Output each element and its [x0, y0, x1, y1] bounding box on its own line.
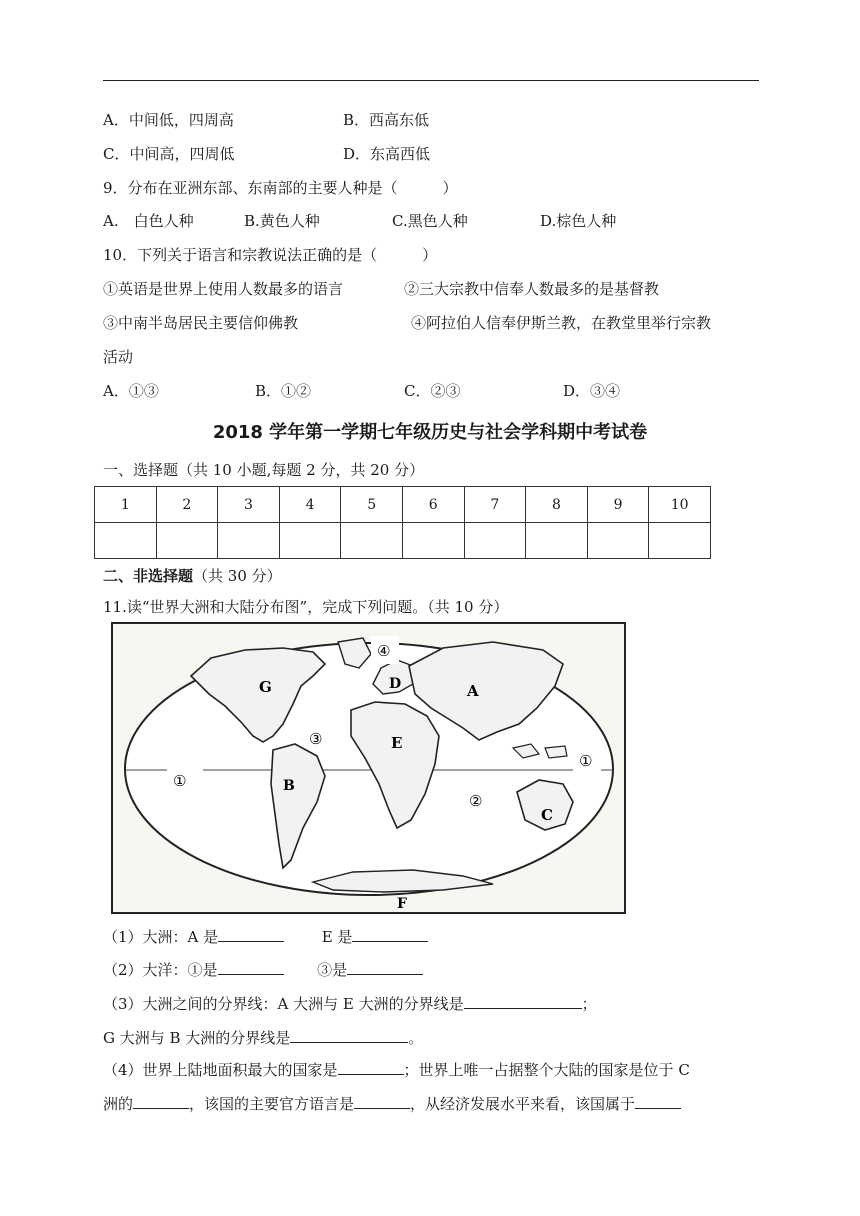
- q8-option-d: D．东高西低: [343, 145, 431, 163]
- map-label-ocean-3: ③: [309, 730, 323, 748]
- q10-statement-2: ②三大宗教中信奉人数最多的是基督教: [404, 280, 660, 298]
- answer-table-header-row: [95, 487, 711, 523]
- islands-shape: [545, 746, 567, 758]
- q11-part3-end: ；: [581, 995, 597, 1013]
- q11-part4-a-label: （4）世界上陆地面积最大的国家是: [103, 1061, 338, 1079]
- answer-cell[interactable]: [649, 523, 711, 559]
- q11-part4-b-label: ；世界上唯一占据整个大陆的国家是位于 C: [403, 1061, 690, 1079]
- answer-blank-ocean-3[interactable]: [347, 960, 423, 975]
- q11-part3-a-label: （3）大洲之间的分界线：A 大洲与 E 大洲的分界线是: [103, 995, 464, 1013]
- header-rule: [103, 80, 759, 81]
- q11-part2-3-label: ③是: [317, 961, 348, 979]
- map-label-ocean-1-right: ①: [579, 752, 593, 770]
- section1-heading: 一、选择题（共 10 小题,每题 2 分，共 20 分）: [103, 461, 425, 479]
- q11-stem: 11.读“世界大洲和大陆分布图”，完成下列问题。（共 10 分）: [103, 598, 509, 616]
- q11-part3-line1: [103, 994, 597, 1014]
- answer-number: 7: [464, 487, 526, 523]
- answer-cell[interactable]: [156, 523, 218, 559]
- q9-option-b: B.黄色人种: [244, 212, 320, 230]
- q10-stem: 10．下列关于语言和宗教说法正确的是（ ）: [103, 246, 438, 264]
- answer-cell[interactable]: [587, 523, 649, 559]
- world-map: [111, 622, 626, 914]
- q9-option-a: A. 白色人种: [103, 212, 194, 230]
- map-label-ocean-4: ④: [377, 642, 391, 660]
- section2-heading-rest: （共 30 分）: [193, 567, 282, 585]
- answer-table: [94, 486, 711, 559]
- q8-option-b: B．西高东低: [343, 111, 430, 129]
- exam-title: 2018 学年第一学期七年级历史与社会学科期中考试卷: [212, 422, 648, 443]
- q10-option-b: B．①②: [255, 382, 312, 400]
- answer-number: 3: [218, 487, 280, 523]
- q10-option-a: A．①③: [103, 382, 159, 400]
- map-label-d: D: [389, 676, 402, 692]
- answer-number: 5: [341, 487, 403, 523]
- q11-part4-line2: [103, 1094, 681, 1114]
- answer-blank-a[interactable]: [218, 927, 284, 942]
- section2-heading: [103, 565, 282, 586]
- answer-cell[interactable]: [218, 523, 280, 559]
- q11-part4-language-label: ，该国的主要官方语言是: [189, 1095, 355, 1113]
- q10-statement-1: ①英语是世界上使用人数最多的语言: [103, 280, 344, 298]
- answer-cell[interactable]: [279, 523, 341, 559]
- q9-option-c: C.黑色人种: [392, 212, 468, 230]
- q11-part1-a-label: （1）大洲：A 是: [103, 928, 219, 946]
- q11-part2-1-label: （2）大洋：①是: [103, 961, 218, 979]
- q11-part1-e-label: E 是: [321, 928, 353, 946]
- answer-cell[interactable]: [464, 523, 526, 559]
- answer-blank-continent-location[interactable]: [133, 1094, 189, 1109]
- answer-blank-economy[interactable]: [635, 1094, 681, 1109]
- q8-option-a: A．中间低，四周高: [103, 111, 234, 129]
- answer-number: 8: [526, 487, 588, 523]
- q9-stem: 9．分布在亚洲东部、东南部的主要人种是（ ）: [103, 179, 458, 197]
- map-label-e: E: [391, 734, 403, 752]
- map-label-ocean-2: ②: [469, 792, 483, 810]
- map-label-ocean-1-left: ①: [173, 772, 187, 790]
- q10-option-c: C．②③: [404, 382, 461, 400]
- map-label-a: A: [467, 682, 479, 700]
- answer-blank-boundary-gb[interactable]: [290, 1028, 408, 1043]
- map-label-f: F: [397, 896, 407, 912]
- map-label-b: B: [283, 778, 295, 794]
- q10-statement-4-cont: 活动: [103, 348, 134, 366]
- q11-part4-line1: [103, 1060, 690, 1080]
- answer-number: 4: [279, 487, 341, 523]
- q10-statement-3: ③中南半岛居民主要信仰佛教: [103, 314, 299, 332]
- q11-part3-b-end: 。: [408, 1029, 424, 1047]
- q11-part4-c-label: 洲的: [103, 1095, 134, 1113]
- section2-heading-bold: 二、非选择题: [103, 567, 194, 585]
- answer-cell[interactable]: [341, 523, 403, 559]
- answer-blank-largest-country[interactable]: [338, 1060, 404, 1075]
- answer-cell[interactable]: [526, 523, 588, 559]
- q11-part2: [103, 960, 423, 980]
- q10-option-d: D．③④: [563, 382, 621, 400]
- q9-option-d: D.棕色人种: [540, 212, 617, 230]
- world-map-image: [113, 624, 624, 912]
- q10-statement-4: ④阿拉伯人信奉伊斯兰教，在教堂里举行宗教: [411, 314, 712, 332]
- q11-part3-b-label: G 大洲与 B 大洲的分界线是: [103, 1029, 291, 1047]
- answer-number: 6: [402, 487, 464, 523]
- answer-blank-e[interactable]: [352, 927, 428, 942]
- answer-table-answer-row: [95, 523, 711, 559]
- map-label-g: G: [259, 678, 272, 696]
- q11-part4-economy-label: ，从经济发展水平来看，该国属于: [410, 1095, 636, 1113]
- answer-blank-language[interactable]: [354, 1094, 410, 1109]
- answer-blank-ocean-1[interactable]: [218, 960, 284, 975]
- answer-number: 1: [95, 487, 157, 523]
- answer-number: 2: [156, 487, 218, 523]
- q11-part1: [103, 927, 428, 947]
- answer-cell[interactable]: [402, 523, 464, 559]
- q8-option-c: C．中间高，四周低: [103, 145, 235, 163]
- answer-number: 9: [587, 487, 649, 523]
- answer-cell[interactable]: [95, 523, 157, 559]
- q11-part3-line2: [103, 1028, 423, 1048]
- answer-number: 10: [649, 487, 711, 523]
- answer-blank-boundary-ae[interactable]: [464, 994, 582, 1009]
- map-label-c: C: [541, 806, 553, 824]
